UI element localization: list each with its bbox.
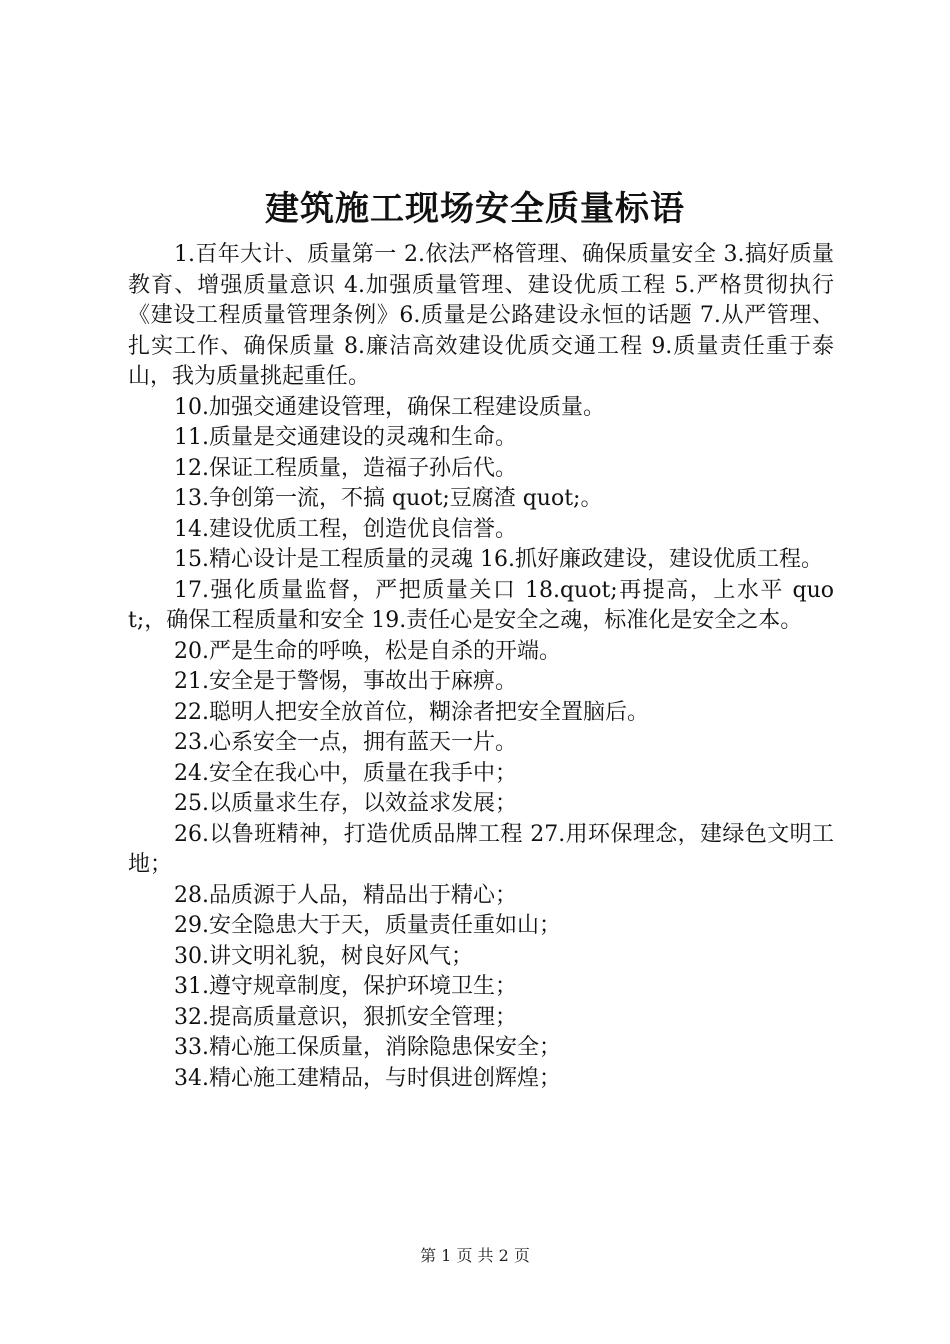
paragraph: 21.安全是于警惕，事故出于麻痹。 [174, 669, 517, 694]
paragraph: 32.提高质量意识，狠抓安全管理； [174, 1004, 517, 1030]
paragraph: 17.强化质量监督，严把质量关口 18.quot;再提高，上水平 quot;，确保工程质量和安全 19.责任心是安全之魂，标准化是安全之本。 [128, 577, 834, 633]
paragraph: 15.精心设计是工程质量的灵魂 16.抓好廉政建设，建设优质工程。 [174, 547, 823, 572]
paragraph: 28.品质源于人品，精品出于精心； [174, 882, 517, 908]
paragraph: 29.安全隐患大于天，质量责任重如山； [174, 913, 561, 938]
paragraph: 25.以质量求生存，以效益求发展； [174, 791, 517, 816]
paragraph: 23.心系安全一点，拥有蓝天一片。 [174, 730, 517, 755]
paragraph: 30.讲文明礼貌，树良好风气； [174, 943, 473, 969]
paragraph: 24.安全在我心中，质量在我手中； [174, 760, 517, 786]
paragraph: 11.质量是交通建设的灵魂和生命。 [174, 425, 517, 450]
document-title: 建筑施工现场安全质量标语 [265, 189, 685, 229]
paragraph: 12.保证工程质量，造福子孙后代。 [174, 455, 517, 481]
paragraph: 1.百年大计、质量第一 2.依法严格管理、确保质量安全 3.搞好质量教育、增强质量意识 4.加强质量管理、建设优质工程 5.严格贯彻执行《建设工程质量管理条例》6.质量是公路建设永恒的话题 7.从严管理、扎实工作、确保质量 8.廉洁高效建设优质交通工程 9.质量责任重于泰山，我为质量挑起重任。 [128, 242, 834, 389]
paragraph: 22.聪明人把安全放首位，糊涂者把安全置脑后。 [174, 699, 649, 725]
document-body [128, 240, 834, 1094]
paragraph: 34.精心施工建精品，与时俱进创辉煌； [174, 1065, 561, 1091]
paragraph: 26.以鲁班精神，打造优质品牌工程 27.用环保理念，建绿色文明工地； [128, 821, 834, 877]
paragraph: 13.争创第一流，不搞 quot;豆腐渣 quot;。 [174, 486, 603, 511]
paragraph: 14.建设优质工程，创造优良信誉。 [174, 516, 517, 542]
paragraph: 31.遵守规章制度，保护环境卫生； [174, 974, 517, 999]
paragraph: 20.严是生命的呼唤，松是自杀的开端。 [174, 638, 561, 664]
page-number-footer: 第 1 页 共 2 页 [420, 1246, 530, 1265]
paragraph: 10.加强交通建设管理，确保工程建设质量。 [174, 394, 605, 420]
paragraph: 33.精心施工保质量，消除隐患保安全； [174, 1035, 561, 1060]
